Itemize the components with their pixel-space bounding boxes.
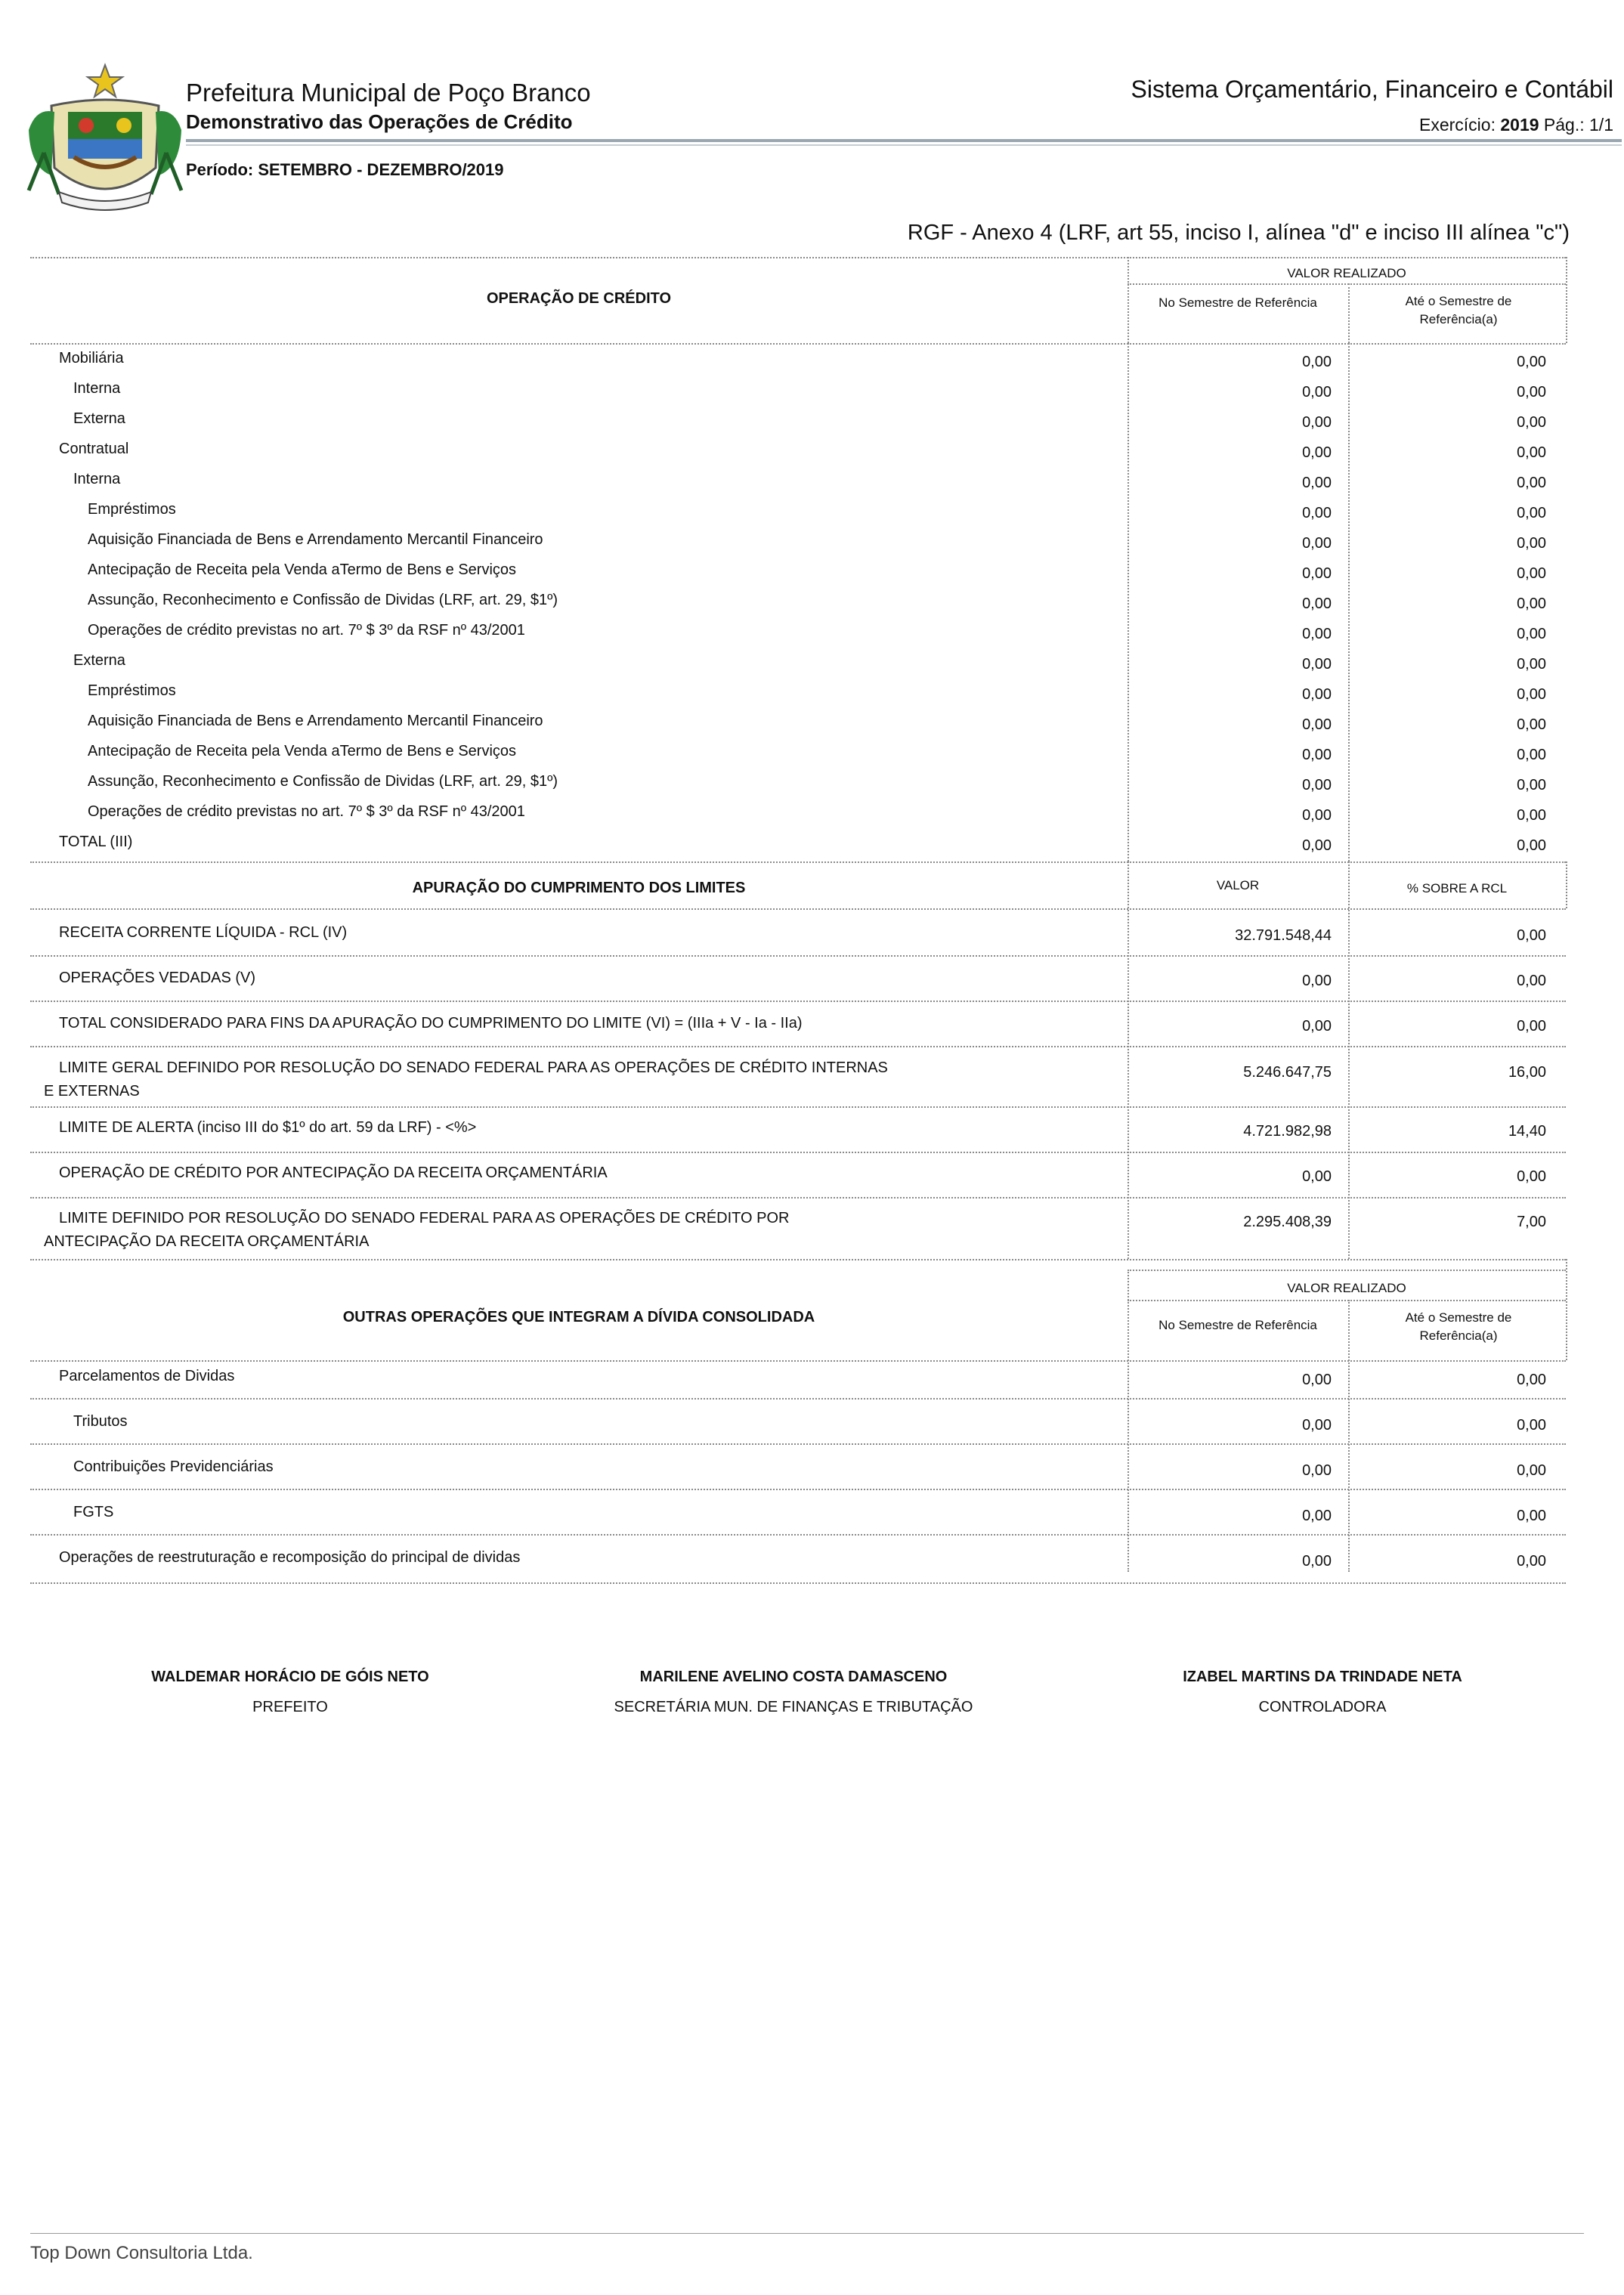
row-value-cumulative: 0,00 bbox=[1517, 626, 1546, 642]
section2-col2-header: % SOBRE A RCL bbox=[1406, 881, 1508, 895]
row-label: Tributos bbox=[73, 1413, 128, 1430]
row-label: Assunção, Reconhecimento e Confissão de Dividas (LRF, art. 29, $1º) bbox=[88, 592, 558, 608]
coat-of-arms-icon bbox=[21, 62, 189, 213]
row-label: Contribuições Previdenciárias bbox=[73, 1458, 274, 1475]
row-value-cumulative: 0,00 bbox=[1517, 686, 1546, 703]
row-label: OPERAÇÃO DE CRÉDITO POR ANTECIPAÇÃO DA RECEITA ORÇAMENTÁRIA bbox=[59, 1165, 608, 1181]
row-value-cumulative: 0,00 bbox=[1517, 716, 1546, 733]
row-label-line1: LIMITE GERAL DEFINIDO POR RESOLUÇÃO DO SENADO FEDERAL PARA AS OPERAÇÕES DE CRÉDITO INTERNAS bbox=[59, 1059, 888, 1076]
row-label: Mobiliária bbox=[59, 350, 124, 367]
row-percent: 16,00 bbox=[1508, 1064, 1546, 1081]
header-divider bbox=[186, 139, 1622, 142]
row-label: Aquisição Financiada de Bens e Arrendamento Mercantil Financeiro bbox=[88, 713, 543, 729]
section2-title: APURAÇÃO DO CUMPRIMENTO DOS LIMITES bbox=[412, 880, 746, 896]
row-value: 5.246.647,75 bbox=[1243, 1064, 1332, 1081]
row-value-semester: 0,00 bbox=[1302, 777, 1332, 793]
row-label: Interna bbox=[73, 471, 121, 487]
row-value-semester: 0,00 bbox=[1302, 747, 1332, 763]
row-value: 2.295.408,39 bbox=[1243, 1214, 1332, 1230]
row-label: Assunção, Reconhecimento e Confissão de Dividas (LRF, art. 29, $1º) bbox=[88, 773, 558, 790]
row-label-line2: E EXTERNAS bbox=[44, 1083, 140, 1100]
row-value-cumulative: 0,00 bbox=[1517, 414, 1546, 431]
row-label: RECEITA CORRENTE LÍQUIDA - RCL (IV) bbox=[59, 924, 348, 941]
section3-col1-header: No Semestre de Referência bbox=[1158, 1318, 1317, 1332]
row-label: TOTAL CONSIDERADO PARA FINS DA APURAÇÃO DO CUMPRIMENTO DO LIMITE (VI) = (IIIa + V - Ia - IIa) bbox=[59, 1015, 803, 1032]
row-value-cumulative: 0,00 bbox=[1517, 1508, 1546, 1524]
row-percent: 0,00 bbox=[1517, 1018, 1546, 1035]
row-label bbox=[44, 1056, 888, 1103]
row-value-semester: 0,00 bbox=[1302, 716, 1332, 733]
row-value-semester: 0,00 bbox=[1302, 505, 1332, 521]
row-value: 0,00 bbox=[1302, 1018, 1332, 1035]
section3-group-header: VALOR REALIZADO bbox=[1287, 1281, 1406, 1295]
section3-top-border bbox=[30, 1259, 1566, 1260]
section3-title: OUTRAS OPERAÇÕES QUE INTEGRAM A DÍVIDA CONSOLIDADA bbox=[342, 1309, 815, 1325]
page-number: Pág.: 1/1 bbox=[1543, 115, 1613, 135]
signature-role: CONTROLADORA bbox=[1258, 1699, 1387, 1715]
row-percent: 0,00 bbox=[1517, 973, 1546, 989]
signature-name: IZABEL MARTINS DA TRINDADE NETA bbox=[1183, 1669, 1462, 1685]
row-value-semester: 0,00 bbox=[1302, 1553, 1332, 1570]
row-value-semester: 0,00 bbox=[1302, 475, 1332, 491]
section2-col1-header: VALOR bbox=[1216, 878, 1260, 892]
row-label: Parcelamentos de Dividas bbox=[59, 1368, 235, 1384]
row-value-cumulative: 0,00 bbox=[1517, 1462, 1546, 1479]
row-value-semester: 0,00 bbox=[1302, 837, 1332, 854]
section1-col2-header: Até o Semestre de Referência(a) bbox=[1405, 294, 1512, 326]
footer-company: Top Down Consultoria Ltda. bbox=[30, 2243, 253, 2263]
row-label: Interna bbox=[73, 380, 121, 397]
signature-name: WALDEMAR HORÁCIO DE GÓIS NETO bbox=[151, 1669, 429, 1685]
row-label: OPERAÇÕES VEDADAS (V) bbox=[59, 970, 256, 986]
row-value-semester: 0,00 bbox=[1302, 626, 1332, 642]
row-label bbox=[44, 1207, 790, 1254]
row-label: Externa bbox=[73, 652, 125, 669]
section3-bottom-border bbox=[30, 1582, 1566, 1584]
exercise-label: Exercício: bbox=[1418, 115, 1496, 135]
section3-col2-header: Até o Semestre de Referência(a) bbox=[1405, 1310, 1512, 1343]
organization-name: Prefeitura Municipal de Poço Branco bbox=[186, 79, 591, 107]
footer-divider bbox=[30, 2233, 1584, 2234]
row-percent: 0,00 bbox=[1517, 927, 1546, 944]
row-label: Operações de crédito previstas no art. 7º $ 3º da RSF nº 43/2001 bbox=[88, 622, 525, 639]
row-label: Aquisição Financiada de Bens e Arrendamento Mercantil Financeiro bbox=[88, 531, 543, 548]
row-value-semester: 0,00 bbox=[1302, 565, 1332, 582]
row-value-cumulative: 0,00 bbox=[1517, 807, 1546, 824]
row-value-cumulative: 0,00 bbox=[1517, 384, 1546, 401]
row-value-cumulative: 0,00 bbox=[1517, 595, 1546, 612]
row-value-semester: 0,00 bbox=[1302, 535, 1332, 552]
row-label: Contratual bbox=[59, 441, 129, 457]
row-label: FGTS bbox=[73, 1504, 114, 1520]
document-title: Demonstrativo das Operações de Crédito bbox=[186, 110, 573, 133]
row-value: 0,00 bbox=[1302, 973, 1332, 989]
row-label: Empréstimos bbox=[88, 682, 176, 699]
row-percent: 0,00 bbox=[1517, 1168, 1546, 1185]
row-value-cumulative: 0,00 bbox=[1517, 505, 1546, 521]
signature-name: MARILENE AVELINO COSTA DAMASCENO bbox=[639, 1669, 948, 1685]
row-label: Operações de crédito previstas no art. 7º $ 3º da RSF nº 43/2001 bbox=[88, 803, 525, 820]
row-value: 32.791.548,44 bbox=[1235, 927, 1332, 944]
row-value-semester: 0,00 bbox=[1302, 354, 1332, 370]
row-value-cumulative: 0,00 bbox=[1517, 565, 1546, 582]
row-value-semester: 0,00 bbox=[1302, 414, 1332, 431]
row-value-semester: 0,00 bbox=[1302, 807, 1332, 824]
row-value-semester: 0,00 bbox=[1302, 656, 1332, 673]
row-value-cumulative: 0,00 bbox=[1517, 1372, 1546, 1388]
row-value-cumulative: 0,00 bbox=[1517, 535, 1546, 552]
signature-role: SECRETÁRIA MUN. DE FINANÇAS E TRIBUTAÇÃO bbox=[614, 1699, 973, 1715]
row-value-cumulative: 0,00 bbox=[1517, 475, 1546, 491]
system-name: Sistema Orçamentário, Financeiro e Contábil bbox=[1131, 76, 1613, 103]
row-value-cumulative: 0,00 bbox=[1517, 354, 1546, 370]
row-value-cumulative: 0,00 bbox=[1517, 656, 1546, 673]
row-value-cumulative: 0,00 bbox=[1517, 444, 1546, 461]
row-percent: 14,40 bbox=[1508, 1123, 1546, 1140]
section1-title: OPERAÇÃO DE CRÉDITO bbox=[486, 290, 672, 307]
row-label: Antecipação de Receita pela Venda aTermo de Bens e Serviços bbox=[88, 743, 517, 759]
signature-role: PREFEITO bbox=[252, 1699, 328, 1715]
row-value-semester: 0,00 bbox=[1302, 1508, 1332, 1524]
row-value-cumulative: 0,00 bbox=[1517, 1417, 1546, 1434]
row-value-cumulative: 0,00 bbox=[1517, 1553, 1546, 1570]
row-value-semester: 0,00 bbox=[1302, 444, 1332, 461]
row-value-semester: 0,00 bbox=[1302, 384, 1332, 401]
row-label: Antecipação de Receita pela Venda aTermo de Bens e Serviços bbox=[88, 561, 517, 578]
legal-reference: RGF - Anexo 4 (LRF, art 55, inciso I, alínea "d" e inciso III alínea "c") bbox=[907, 221, 1570, 245]
period-label: Período: SETEMBRO - DEZEMBRO/2019 bbox=[186, 160, 504, 179]
exercise-info bbox=[1419, 115, 1613, 135]
section1-group-header: VALOR REALIZADO bbox=[1287, 266, 1406, 280]
row-value-semester: 0,00 bbox=[1302, 1462, 1332, 1479]
row-label: Externa bbox=[73, 410, 125, 427]
section1-col1-header: No Semestre de Referência bbox=[1158, 295, 1317, 310]
row-value-cumulative: 0,00 bbox=[1517, 747, 1546, 763]
section1-header-border bbox=[30, 343, 1566, 345]
row-value-semester: 0,00 bbox=[1302, 1372, 1332, 1388]
row-value: 4.721.982,98 bbox=[1243, 1123, 1332, 1140]
row-label-line2: ANTECIPAÇÃO DA RECEITA ORÇAMENTÁRIA bbox=[44, 1233, 370, 1250]
row-percent: 7,00 bbox=[1517, 1214, 1546, 1230]
row-label: LIMITE DE ALERTA (inciso III do $1º do art. 59 da LRF) - <%> bbox=[59, 1119, 477, 1136]
row-value-semester: 0,00 bbox=[1302, 595, 1332, 612]
row-value-cumulative: 0,00 bbox=[1517, 837, 1546, 854]
exercise-year: 2019 bbox=[1500, 115, 1539, 135]
row-label: Operações de reestruturação e recomposição do principal de dividas bbox=[59, 1549, 521, 1566]
row-label-line1: LIMITE DEFINIDO POR RESOLUÇÃO DO SENADO FEDERAL PARA AS OPERAÇÕES DE CRÉDITO POR bbox=[59, 1210, 790, 1226]
row-value: 0,00 bbox=[1302, 1168, 1332, 1185]
header-divider-secondary bbox=[186, 144, 1622, 146]
row-label: Empréstimos bbox=[88, 501, 176, 518]
section1-top-border bbox=[30, 257, 1566, 258]
coat-of-arms-logo bbox=[21, 62, 189, 213]
section2-top-border bbox=[30, 861, 1566, 863]
total-row-label: TOTAL (III) bbox=[59, 834, 133, 850]
row-value-semester: 0,00 bbox=[1302, 1417, 1332, 1434]
row-value-cumulative: 0,00 bbox=[1517, 777, 1546, 793]
row-value-semester: 0,00 bbox=[1302, 686, 1332, 703]
